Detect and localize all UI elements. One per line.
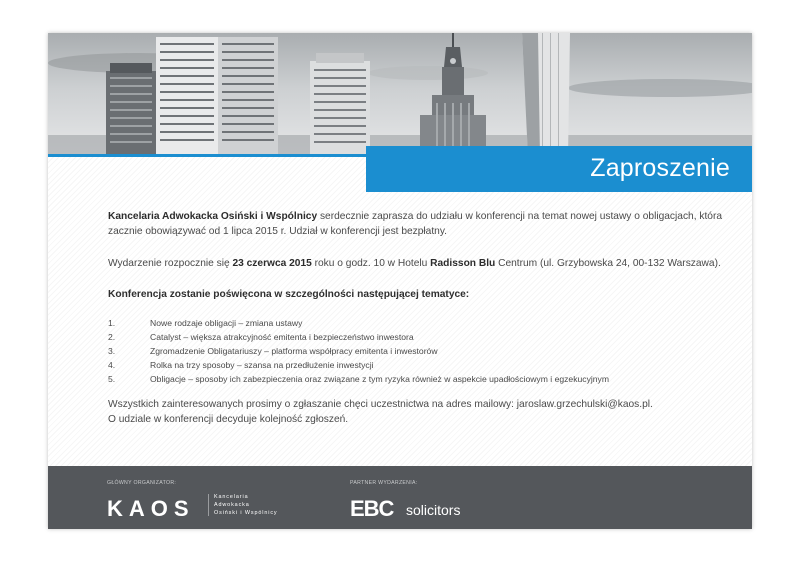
kaos-name-line: Osiński i Wspólnicy	[214, 510, 278, 517]
kaos-name-line: Kancelaria	[214, 494, 249, 500]
event-suffix: Centrum (ul. Grzybowska 24, 00-132 Warszawa).	[495, 258, 721, 269]
event-prefix: Wydarzenie rozpocznie się	[108, 258, 233, 269]
list-item-text: Obligacje – sposoby ich zabezpieczenia oraz związane z tym ryzyka również w aspekcie upadłościowym i egzekucyjnym	[150, 374, 610, 384]
list-item-text: Nowe rodzaje obligacji – zmiana ustawy	[150, 318, 303, 328]
logo-divider	[208, 494, 209, 516]
topics-heading: Konferencja zostanie poświęcona w szczególności następującej tematyce:	[108, 289, 470, 300]
list-item-number: 2.	[108, 332, 116, 342]
city-skyline-image	[48, 33, 752, 157]
kaos-full-name	[214, 493, 278, 518]
organizer-label: GŁÓWNY ORGANIZATOR:	[107, 480, 177, 486]
list-item	[108, 358, 732, 372]
event-paragraph	[108, 256, 721, 271]
kaos-name-line: Adwokacka	[214, 502, 250, 509]
partner-logo-word: solicitors	[406, 502, 461, 518]
partner-label: PARTNER WYDARZENIA:	[350, 480, 418, 486]
event-date: 23 czerwca 2015	[232, 258, 312, 269]
skyline-header-image	[48, 33, 752, 157]
intro-text: serdecznie zaprasza do udziału w konferencji na temat nowej ustawy o obligacjach, która zacznie obowiązywać od 1 lipca 2015 r. Udział w konferencji jest bezpłatny.	[108, 211, 723, 237]
title-banner	[366, 146, 752, 192]
invitation-title: Zaproszenie	[590, 154, 730, 182]
ebc-logo: EBC	[350, 496, 394, 521]
topics-list	[108, 316, 732, 386]
list-item-number: 5.	[108, 374, 116, 384]
organizer-name: Kancelaria Adwokacka Osiński i Wspólnicy	[108, 211, 318, 222]
list-item-number: 1.	[108, 318, 116, 328]
list-item	[108, 316, 732, 330]
list-item-text: Rolka na trzy sposoby – szansa na przedłużenie inwestycji	[150, 360, 374, 370]
list-item-text: Catalyst – większa atrakcyjność emitenta i bezpieczeństwo inwestora	[150, 332, 414, 342]
invitation-card	[48, 33, 752, 529]
intro-paragraph	[108, 209, 732, 239]
closing-line-2: O udziale w konferencji decyduje kolejność zgłoszeń.	[108, 414, 349, 425]
list-item-number: 3.	[108, 346, 116, 356]
list-item	[108, 372, 732, 386]
kaos-logo: KAOS	[107, 496, 195, 521]
footer-bar	[48, 466, 752, 529]
event-venue: Radisson Blu	[430, 258, 496, 269]
list-item	[108, 344, 732, 358]
list-item-text: Zgromadzenie Obligatariuszy – platforma współpracy emitenta i inwestorów	[150, 346, 438, 356]
list-item	[108, 330, 732, 344]
list-item-number: 4.	[108, 360, 116, 370]
closing-line-1: Wszystkich zainteresowanych prosimy o zgłaszanie chęci uczestnictwa na adres mailowy: jaroslaw.grzechulski@kaos.pl.	[108, 399, 653, 410]
event-middle: roku o godz. 10 w Hotelu	[311, 258, 431, 269]
